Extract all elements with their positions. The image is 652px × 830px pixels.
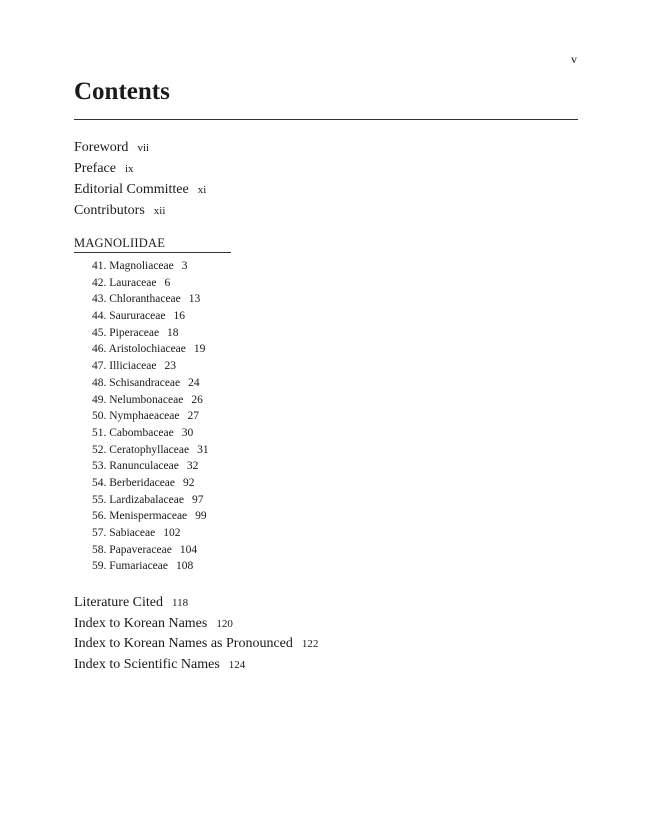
family-page: 6	[164, 276, 171, 289]
family-page: 99	[195, 510, 207, 523]
family-page: 30	[181, 426, 194, 439]
page-title: Contents	[74, 78, 170, 105]
family-label: 41. Magnoliaceae	[92, 260, 174, 272]
toc-entry-page: vii	[137, 142, 150, 154]
toc-entry-label: Index to Korean Names	[74, 615, 208, 631]
family-label: 46. Aristolochiaceae	[92, 343, 186, 356]
family-entry[interactable]	[92, 358, 209, 375]
family-page: 27	[187, 410, 199, 423]
toc-entry-label: Preface	[74, 161, 116, 176]
family-page: 31	[197, 443, 209, 456]
toc-entry-label: Editorial Committee	[74, 182, 189, 197]
toc-entry-label: Contributors	[74, 203, 145, 218]
family-entry[interactable]	[92, 425, 209, 442]
toc-entry-label: Index to Korean Names as Pronounced	[74, 636, 293, 652]
toc-entry-label: Foreword	[74, 140, 129, 155]
toc-entry-page: 120	[216, 617, 233, 630]
toc-entry-contributors[interactable]	[74, 200, 206, 221]
toc-entry-label: Index to Scientific Names	[74, 657, 220, 673]
toc-entry-page: xi	[197, 184, 207, 196]
family-entry[interactable]	[92, 258, 209, 275]
toc-entry-page: xii	[153, 205, 166, 217]
family-entry[interactable]	[92, 408, 209, 425]
page-number: v	[571, 52, 577, 66]
family-list	[92, 258, 209, 575]
front-matter-list	[74, 137, 206, 221]
toc-entry-page: ix	[124, 163, 134, 175]
family-entry[interactable]	[92, 442, 209, 459]
family-page: 32	[186, 460, 199, 473]
toc-entry-label: Literature Cited	[74, 595, 164, 610]
back-matter-list	[74, 593, 318, 676]
family-page: 92	[183, 476, 195, 489]
family-label: 56. Menispermaceae	[92, 510, 188, 523]
family-entry[interactable]	[92, 275, 209, 292]
toc-entry-index-scientific-names[interactable]	[74, 655, 318, 676]
family-page: 13	[188, 293, 201, 306]
family-entry[interactable]	[92, 475, 209, 492]
family-page: 97	[191, 493, 204, 506]
family-entry[interactable]	[92, 375, 209, 392]
family-label: 51. Cabombaceae	[92, 426, 174, 439]
family-label: 50. Nymphaeaceae	[92, 410, 180, 423]
family-page: 26	[191, 393, 203, 406]
family-entry[interactable]	[92, 558, 209, 575]
toc-entry-page: 118	[172, 597, 189, 609]
family-entry[interactable]	[92, 458, 209, 475]
family-label: 48. Schisandraceae	[92, 376, 181, 389]
family-label: 57. Sabiaceae	[92, 527, 156, 539]
toc-entry-editorial-committee[interactable]	[74, 179, 206, 200]
family-label: 49. Nelumbonaceae	[92, 393, 184, 406]
family-entry[interactable]	[92, 325, 209, 342]
family-label: 59. Fumariaceae	[92, 560, 168, 573]
family-page: 18	[167, 326, 179, 339]
family-entry[interactable]	[92, 508, 209, 525]
family-entry[interactable]	[92, 291, 209, 308]
family-page: 108	[176, 560, 194, 573]
family-entry[interactable]	[92, 341, 209, 358]
toc-entry-page: 122	[301, 638, 319, 651]
toc-entry-page: 124	[228, 659, 246, 672]
family-page: 24	[188, 376, 200, 389]
family-page: 23	[164, 360, 176, 373]
family-label: 45. Piperaceae	[92, 326, 160, 339]
family-label: 44. Saururaceae	[92, 310, 166, 323]
family-label: 54. Berberidaceae	[92, 476, 176, 489]
family-label: 42. Lauraceae	[92, 276, 157, 289]
family-page: 19	[193, 343, 206, 356]
family-page: 16	[173, 310, 185, 323]
family-entry[interactable]	[92, 308, 209, 325]
family-label: 53. Ranunculaceae	[92, 460, 179, 473]
toc-entry-index-korean-names[interactable]	[74, 614, 318, 635]
family-page: 102	[163, 527, 181, 539]
family-entry[interactable]	[92, 392, 209, 409]
toc-entry-foreword[interactable]	[74, 137, 206, 158]
toc-entry-index-korean-names-pronounced[interactable]	[74, 634, 318, 655]
family-label: 58. Papaveraceae	[92, 543, 172, 556]
family-page: 3	[181, 260, 188, 272]
family-entry[interactable]	[92, 542, 209, 559]
family-label: 43. Chloranthaceae	[92, 293, 181, 306]
family-label: 55. Lardizabalaceae	[92, 493, 184, 506]
family-label: 47. Illiciaceae	[92, 360, 157, 373]
section-heading: MAGNOLIIDAE	[74, 235, 231, 253]
title-rule	[74, 119, 578, 120]
family-entry[interactable]	[92, 492, 209, 509]
family-label: 52. Ceratophyllaceae	[92, 443, 190, 456]
family-page: 104	[179, 543, 198, 556]
toc-entry-preface[interactable]	[74, 158, 206, 179]
family-entry[interactable]	[92, 525, 209, 542]
toc-entry-literature-cited[interactable]	[74, 593, 318, 614]
